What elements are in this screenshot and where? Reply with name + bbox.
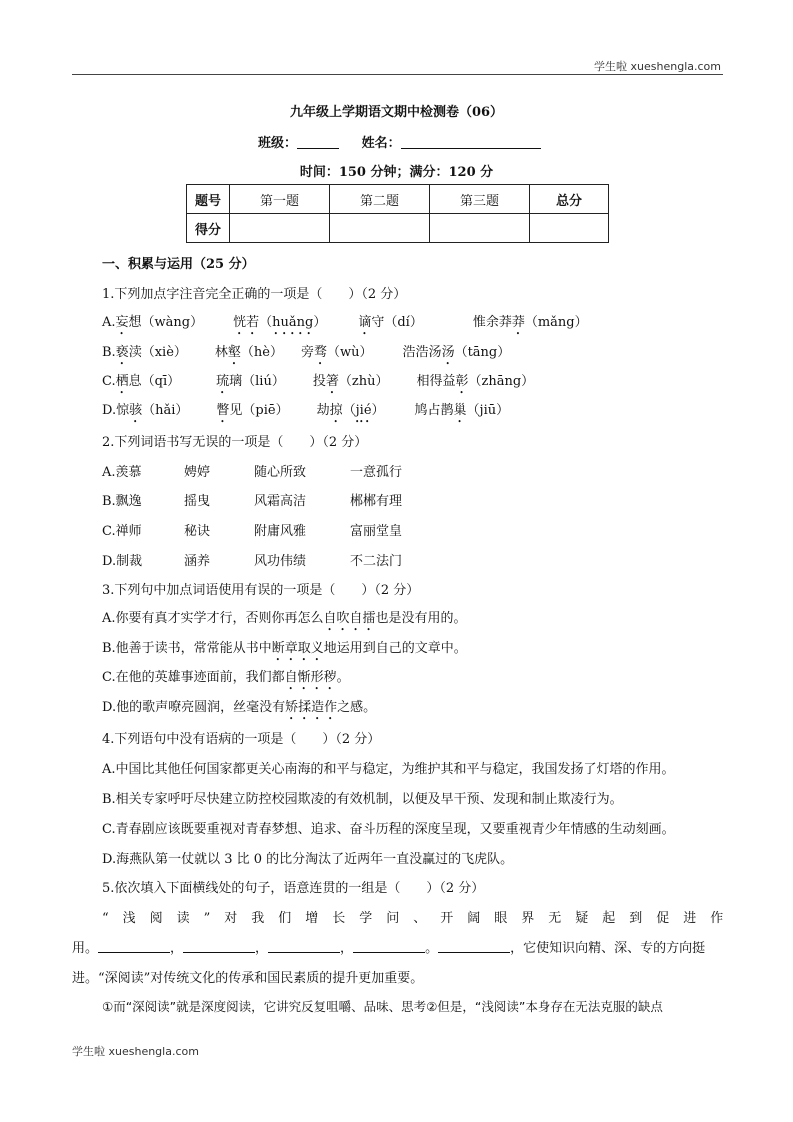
answer-blank[interactable] (353, 940, 425, 953)
question-1-option-b (102, 341, 510, 368)
question-5-passage-line-2: 用。 ， ， ， 。 ，它使知识向精、深、专的方向挺 (72, 941, 706, 956)
option-text: 摇曳 (184, 494, 211, 509)
question-1-option-a (102, 311, 588, 338)
dotted-char: 彰 (455, 374, 469, 389)
option-text: （hǎi） (142, 403, 189, 418)
dotted-char: 妄 (115, 315, 129, 330)
dotted-phrase: 矫揉造作 (285, 700, 338, 715)
option-text: C.在他的英雄事迹面前，我们都 (102, 670, 285, 685)
score-cell[interactable] (330, 214, 430, 243)
option-text: （jiū） (466, 403, 510, 418)
option-text: 不二法门 (350, 554, 403, 569)
option-text: 浩浩汤 (402, 345, 442, 360)
question-4-option-c: C.青春剧应该既要重视对青春梦想、追求、奋斗历程的深度呈现，又要重视青少年情感的生动刻画。 (102, 822, 675, 837)
option-text: （zhù） (338, 374, 389, 389)
answer-blank[interactable] (183, 940, 255, 953)
dotted-char: 骛 (314, 345, 328, 360)
question-1-stem: 1.下列加点字注音完全正确的一项是（ ）（2 分） (102, 287, 407, 302)
option-text: 也是没有用的。 (375, 611, 467, 626)
header-rule (72, 74, 723, 75)
option-text: 想（wàng） (128, 315, 204, 330)
option-text: 地运用到自己的文章中。 (323, 641, 467, 656)
dotted-char: 壑 (227, 345, 241, 360)
question-2-option-c (102, 520, 402, 539)
option-prefix: C. (102, 374, 116, 389)
score-table-header: 第二题 (330, 185, 430, 214)
option-text: 之感。 (337, 700, 377, 715)
question-3-option-c (102, 666, 350, 693)
question-2-option-b (102, 490, 402, 509)
option-text: B.飘逸 (102, 494, 142, 509)
name-field[interactable] (401, 134, 541, 149)
doc-title: 九年级上学期语文期中检测卷（06） (289, 105, 504, 120)
dotted-phrase: 自吹自擂 (323, 611, 376, 626)
option-text: 惊 (116, 403, 130, 418)
option-text: D.制裁 (102, 554, 143, 569)
option-text: A.你要有真才实学才行，否则你再怎么 (102, 611, 324, 626)
option-text: 投 (312, 374, 326, 389)
option-text: 鸠占鹊 (414, 403, 454, 418)
question-2-option-d (102, 550, 402, 569)
option-text: 惟余莽 (472, 315, 512, 330)
score-table-header: 题号 (187, 185, 230, 214)
dotted-char: 掠（jié） (329, 403, 385, 418)
option-text: 附庸风雅 (254, 524, 307, 539)
score-table-header: 第三题 (430, 185, 530, 214)
dotted-char: 莽 (511, 315, 525, 330)
option-text: （mǎng） (524, 315, 588, 330)
name-label: 姓名： (361, 136, 401, 151)
class-field[interactable] (297, 134, 339, 149)
dotted-char: 箸 (325, 374, 339, 389)
answer-blank[interactable] (268, 940, 340, 953)
option-text: （wù） (327, 345, 373, 360)
option-prefix: D. (102, 403, 117, 418)
option-text: 郴郴有理 (350, 494, 403, 509)
dotted-char: 琉 (216, 374, 230, 389)
option-text: 。 (336, 670, 350, 685)
answer-blank[interactable] (98, 940, 170, 953)
option-text: 渎（xiè） (128, 345, 187, 360)
option-text: C.禅师 (102, 524, 142, 539)
option-text: 璃（liú） (229, 374, 285, 389)
footer-site: 学生啦 xueshengla.com (72, 1045, 199, 1058)
section-title: 一、积累与运用（25 分） (102, 257, 255, 272)
score-table-header: 总分 (530, 185, 609, 214)
score-row-label: 得分 (187, 214, 230, 243)
score-table (186, 184, 609, 243)
question-4-option-a: A.中国比其他任何国家都更关心南海的和平与稳定，为维护其和平与稳定，我国发扬了灯塔的作用。 (102, 762, 675, 777)
dotted-char: 巢 (453, 403, 467, 418)
score-table-header-row (187, 185, 609, 214)
class-label: 班级： (258, 136, 298, 151)
dotted-char: 汤 (441, 345, 455, 360)
option-prefix: A. (102, 315, 116, 330)
dotted-phrase: 断章取义 (271, 641, 324, 656)
option-text: 富丽堂皇 (350, 524, 403, 539)
option-text: 娉婷 (184, 465, 211, 480)
option-text: 秘诀 (184, 524, 211, 539)
question-5-passage-line-1: “浅阅读”对我们增长学问、开阔眼界无疑起到促进作 (102, 911, 738, 926)
option-text: B.他善于读书，常常能从书中 (102, 641, 272, 656)
option-text: 风功伟绩 (254, 554, 307, 569)
option-text: 风霜高洁 (254, 494, 307, 509)
dotted-char: 亵 (115, 345, 129, 360)
option-prefix: B. (102, 345, 116, 360)
question-2-stem: 2.下列词语书写无误的一项是（ ）（2 分） (102, 435, 368, 450)
question-3-option-a (102, 607, 467, 634)
score-cell[interactable] (430, 214, 530, 243)
dotted-char: 骇 (129, 403, 143, 418)
option-text: 随心所致 (254, 465, 307, 480)
option-text: 劫 (316, 403, 330, 418)
question-1-option-c (102, 370, 534, 397)
question-2-option-a (102, 461, 402, 480)
option-text: 守（dí） (371, 315, 423, 330)
passage-text: ，它使知识向精、深、专的方向挺 (510, 941, 706, 956)
option-text: 林 (214, 345, 228, 360)
option-text: （zhāng） (468, 374, 535, 389)
option-text: D.他的歌声嘹亮圆润，丝毫没有 (102, 700, 286, 715)
student-info (258, 132, 541, 151)
question-4-stem: 4.下列语句中没有语病的一项是（ ）（2 分） (102, 732, 381, 747)
passage-text: 用。 (72, 941, 99, 956)
option-text: 涵养 (184, 554, 211, 569)
header-site: 学生啦 xueshengla.com (594, 60, 721, 73)
question-5-passage-line-3: 进。“深阅读”对传统文化的传承和国民素质的提升更加重要。 (72, 971, 424, 986)
question-3-option-b (102, 637, 467, 664)
option-text: 一意孤行 (350, 465, 403, 480)
answer-blank[interactable] (438, 940, 510, 953)
score-cell[interactable] (530, 214, 609, 243)
dotted-char: 谪 (358, 315, 372, 330)
dotted-char: 瞥 (216, 403, 230, 418)
option-text: 息（qī） (128, 374, 181, 389)
option-text: （tāng） (454, 345, 511, 360)
question-5-stem: 5.依次填入下面横线处的句子，语意连贯的一组是（ ）（2 分） (102, 881, 485, 896)
option-text: （hè） (240, 345, 283, 360)
option-text: 旁 (301, 345, 315, 360)
dotted-char: 栖 (115, 374, 129, 389)
option-text: A.羡慕 (102, 465, 142, 480)
question-3-option-d (102, 696, 376, 723)
question-4-option-b: B.相关专家呼吁尽快建立防控校园欺凌的有效机制，以便及早干预、发现和制止欺凌行为。 (102, 792, 623, 807)
option-text: 相得益 (416, 374, 456, 389)
score-cell[interactable] (230, 214, 330, 243)
score-table-row (187, 214, 609, 243)
dotted-phrase: 自惭形秽 (284, 670, 337, 685)
question-4-option-d: D.海燕队第一仗就以 3 比 0 的比分淘汰了近两年一直没赢过的飞虎队。 (102, 852, 514, 867)
time-info: 时间：150 分钟；满分：120 分 (299, 165, 494, 180)
option-text: 恍若（huǎng） (233, 315, 327, 330)
option-text: 见（piē） (229, 403, 289, 418)
score-table-header: 第一题 (230, 185, 330, 214)
question-1-option-d (102, 399, 509, 426)
question-5-sentence-options: ①而“深阅读”就是深度阅读，它讲究反复咀嚼、品味、思考②但是，“浅阅读”本身存在无法克服的缺点 (102, 999, 663, 1014)
question-3-stem: 3.下列句中加点词语使用有误的一项是（ ）（2 分） (102, 583, 420, 598)
